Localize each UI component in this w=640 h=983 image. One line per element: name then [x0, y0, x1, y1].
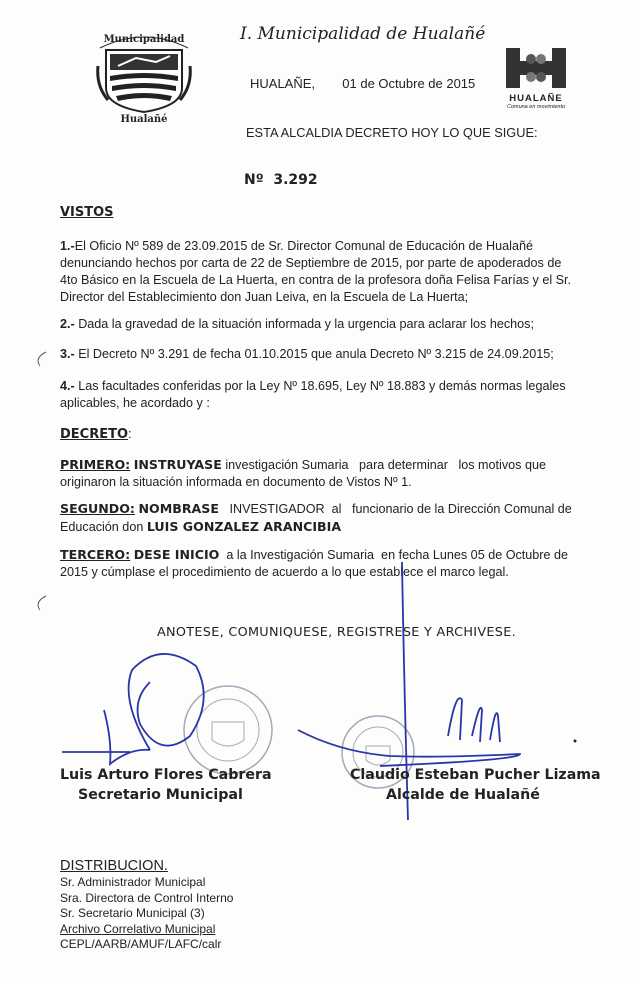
margin-mark — [38, 352, 46, 366]
logo-mark-icon — [500, 46, 572, 90]
left-official-stamp — [184, 686, 272, 774]
hualane-logo — [500, 46, 572, 110]
intro-line: ESTA ALCALDIA DECRETO HOY LO QUE SIGUE: — [246, 125, 538, 140]
municipal-seal — [96, 26, 192, 124]
primero-keyword: INSTRUYASE — [133, 457, 222, 472]
vistos-item-1-line-3: 4to Básico en la Escuela de La Huerta, en contra de la profesora doña Felisa Farías y el Sr. — [60, 273, 572, 287]
vistos-item-3: 3.- El Decreto Nº 3.291 de fecha 01.10.2015 que anula Decreto Nº 3.215 de 24.09.2015; — [60, 347, 554, 361]
right-signatory-name: Claudio Esteban Pucher Lizama — [350, 767, 601, 783]
svg-text:Hualañé: Hualañé — [120, 114, 168, 124]
item-number: 4.- — [60, 379, 75, 393]
distribution-heading: DISTRIBUCION. — [60, 858, 168, 874]
left-signature — [62, 654, 204, 764]
vistos-item-1 — [60, 238, 600, 306]
distribution-item: CEPL/AARB/AMUF/LAFC/calr — [60, 937, 222, 951]
svg-text:Municipalidad: Municipalidad — [103, 34, 185, 45]
item-number: 1.- — [60, 239, 75, 253]
logo-name: HUALAÑE — [509, 93, 563, 104]
distribution-item: Archivo Correlativo Municipal — [60, 921, 216, 936]
closing-formula: ANOTESE, COMUNIQUESE, REGISTRESE Y ARCHIVESE. — [157, 625, 516, 640]
tercero-label: TERCERO: — [60, 547, 131, 562]
vistos-heading: VISTOS — [60, 205, 114, 220]
item-number: 3.- — [60, 347, 75, 361]
decreto-tercero: TERCERO: DESE INICIO a la Investigación Sumaria en fecha Lunes 05 de Octubre de 2015 y cúmplase el procedimiento de acuerdo a lo que establece el marco legal. — [60, 547, 569, 579]
vistos-item-1-line-2: denunciando hechos por carta de 22 de Septiembre de 2015, por parte de apoderados de — [60, 256, 562, 270]
distribution — [60, 857, 233, 953]
right-signatory — [350, 765, 601, 805]
vistos-item-1-line-1: 1.-El Oficio Nº 589 de 23.09.2015 de Sr. Director Comunal de Educación de Hualañé — [60, 239, 533, 253]
place-date — [250, 76, 475, 91]
left-signatory-title: Secretario Municipal — [78, 787, 243, 803]
vistos-item-2: 2.- Dada la gravedad de la situación informada y la urgencia para aclarar los hechos; — [60, 317, 534, 331]
distribution-item: Sr. Administrador Municipal — [60, 875, 206, 889]
place: HUALAÑE, — [250, 76, 316, 91]
decree-number: Nº 3.292 — [244, 172, 318, 188]
date: 01 de Octubre de 2015 — [342, 76, 476, 91]
primero-label: PRIMERO: — [60, 457, 131, 472]
decreto-segundo: SEGUNDO: NOMBRASE INVESTIGADOR al funcionario de la Dirección Comunal de Educación don LUIS GONZALEZ ARANCIBIA — [60, 501, 572, 534]
tercero-keyword: DESE INICIO — [133, 547, 220, 562]
decreto-primero: PRIMERO: INSTRUYASE investigación Sumaria para determinar los motivos que originaron la situación informada en documento de Vistos Nº 1. — [60, 457, 546, 489]
left-signatory-name: Luis Arturo Flores Cabrera — [60, 767, 272, 783]
distribution-item: Sr. Secretario Municipal (3) — [60, 906, 205, 920]
institution-title: I. Municipalidad de Hualañé — [240, 24, 486, 44]
segundo-keyword: NOMBRASE — [138, 501, 219, 516]
margin-mark — [38, 596, 46, 610]
investigator-name: LUIS GONZALEZ ARANCIBIA — [146, 519, 342, 534]
decreto-heading: DECRETO: — [60, 426, 132, 442]
right-signatory-title: Alcalde de Hualañé — [386, 787, 540, 803]
segundo-label: SEGUNDO: — [60, 501, 135, 516]
left-signatory — [60, 765, 272, 805]
logo-tagline: Comuna en movimiento — [506, 104, 566, 110]
item-number: 2.- — [60, 317, 75, 331]
vistos-item-4: 4.- Las facultades conferidas por la Ley Nº 18.695, Ley Nº 18.883 y demás normas legales aplicables, he acordado y : — [60, 379, 566, 410]
distribution-item: Sra. Directora de Control Interno — [60, 890, 234, 905]
vistos-item-1-line-4: Director del Establecimiento don Juan Leiva, en la Escuela de La Huerta; — [60, 290, 469, 304]
